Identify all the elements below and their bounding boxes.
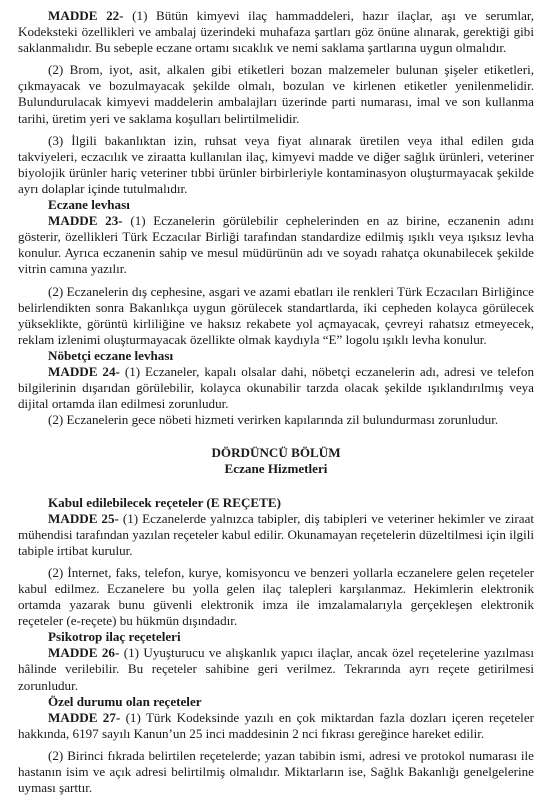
article-25-label: MADDE 25- [48, 510, 119, 526]
article-27-para-2: (2) Birinci fıkrada belirtilen reçetelerde; yazan tabibin ismi, adresi ve protokol numarası ile hastanın isim ve açık adresi belirtilmiş olmalıdır. Miktarların ise, Sağlık Bakanlığı genelgelerine uyması şarttır. [18, 747, 534, 796]
heading-psikotrop: Psikotrop ilaç reçeteleri [48, 629, 181, 645]
article-25-para-1 [18, 511, 534, 559]
heading-kabul-receteler: Kabul edilebilecek reçeteler (E REÇETE) [48, 494, 281, 510]
article-24-para-2: (2) Eczanelerin gece nöbeti hizmeti verirken kapılarında zil bulundurması zorunludur. [48, 412, 499, 428]
article-24-para-1 [18, 364, 534, 412]
article-23-label: MADDE 23- [48, 213, 123, 229]
article-26-label: MADDE 26- [48, 645, 120, 661]
chapter-title: DÖRDÜNCÜ BÖLÜM [211, 445, 341, 461]
article-23-para-2: (2) Eczanelerin dış cephesine, asgari ve azami ebatları ile renkleri Türk Eczacıları Birliğince belirlendikten sonra Bakanlıkça uygun görülecek standartlarda, iki cepheden kolayca görülecek yükseklikte, görüntü kirliliğine ve haksız rekabete yol açmayacak, çevreyi rahatsız etmeyecek, reklam izlenimi oluşturmayacak özellikte olmak kaydıyla “E” logolu ışıklı levha konulur. [18, 283, 534, 347]
article-26-para-1-text: (1) Uyuşturucu ve alışkanlık yapıcı ilaçlar, ancak özel reçetelerine yazılması hâlinde verilebilir. Bu reçeteler sahibine geri verilmez. Tekrarında ayrı reçete getirilmesi zorunludur. [18, 645, 535, 693]
article-27-para-1-text: (1) Türk Kodeksinde yazılı en çok miktardan fazla dozları içeren reçeteler hakkında, 6197 sayılı Kanun’un 25 inci maddesinin 2 nci fıkrası gereğince hareket edilir. [18, 709, 534, 741]
article-22-para-3: (3) İlgili bakanlıktan izin, ruhsat veya fiyat alınarak üretilen veya ithal edilen gıda takviyeleri, eczacılık ve ziraatta kullanılan ilaç, kimyevi madde ve diğer sağlık ürünleri, veteriner biyolojik ürünler hariç veteriner tıbbi ürünler birbirleriyle kontaminasyon oluşturmayacak şekilde ayrı dolaplar içinde tutulmalıdır. [18, 132, 534, 196]
article-22-para-1 [18, 8, 534, 56]
article-26-para-1 [18, 645, 534, 693]
document-page [18, 8, 534, 796]
article-25-para-1-text: (1) Eczanelerde yalnızca tabipler, diş tabipleri ve veteriner hekimler ve ziraat mühendisi tarafından yazılan reçeteler kabul edilir. Okunamayan reçetelerin düzeltilmesi için ilgili tabiple irtibat kurulur. [18, 510, 535, 558]
article-27-para-1 [18, 710, 534, 742]
chapter-subtitle: Eczane Hizmetleri [224, 461, 328, 477]
article-25-para-2: (2) İnternet, faks, telefon, kurye, komisyoncu ve benzeri yollarla eczanelere gelen reçeteler kabul edilmez. Eczanelere bu yolla gelen ilaç talepleri karşılanmaz. Hekimlerin elektronik ortamda yazarak bunu güvenli elektronik imza ile imzalamalarıyla gerçekleşen elektronik reçeteler (e-reçete) bu hükmün dışındadır. [18, 564, 534, 629]
heading-ozel-receteler: Özel durumu olan reçeteler [48, 693, 202, 709]
heading-eczane-levhasi: Eczane levhası [48, 197, 130, 213]
article-22-para-1-text: (1) Bütün kimyevi ilaç hammaddeleri, hazır ilaçlar, aşı ve serumlar, Kodeksteki özellikleri ve ambalaj üzerindeki muhafaza şartları göz önüne alınarak, gerektiği gibi saklanmalıdır. Bu sebeple eczane ortamı sıcaklık ve nemi saklama şartlarına uygun olmalıdır. [18, 8, 535, 56]
article-24-para-1-text: (1) Eczaneler, kapalı olsalar dahi, nöbetçi eczanelerin adı, adresi ve telefon bilgilerinin dışarıdan görülebilir, kolayca okunabilir tarzda olacak şekilde ışıklandırılmış veya dijital ortamda ilan edilmesi zorunludur. [18, 363, 535, 412]
article-22-para-2: (2) Brom, iyot, asit, alkalen gibi etiketleri bozan malzemeler bulunan şişeler etiketleri, çıkmayacak ve bozulmayacak şekilde olmalı, bozulan ve kirlenen etiketler yenilenmelidir. Bulundurulacak kimyevi maddelerin ambalajları üzerinde parti numarası, imal ve son kullanma tarihi, üretim yeri ve saklama koşulları belirtilmelidir. [18, 62, 534, 126]
article-22-label: MADDE 22- [48, 8, 124, 23]
article-24-label: MADDE 24- [48, 363, 120, 379]
article-27-label: MADDE 27- [48, 709, 121, 725]
article-23-para-1-text: (1) Eczanelerin görülebilir cephelerinden en az birine, eczanenin adını gösterir, özellikleri Türk Eczacılar Birliği tarafından standardize edilmiş ışıklı veya ışıksız levha konulur. Ayrıca eczanenin sahip ve mesul müdürünün adı ve soyadı rahatça okunabilecek şekilde vitrin camına yazılır. [18, 213, 534, 277]
heading-nobetci-eczane: Nöbetçi eczane levhası [48, 347, 174, 363]
article-23-para-1 [18, 213, 534, 277]
